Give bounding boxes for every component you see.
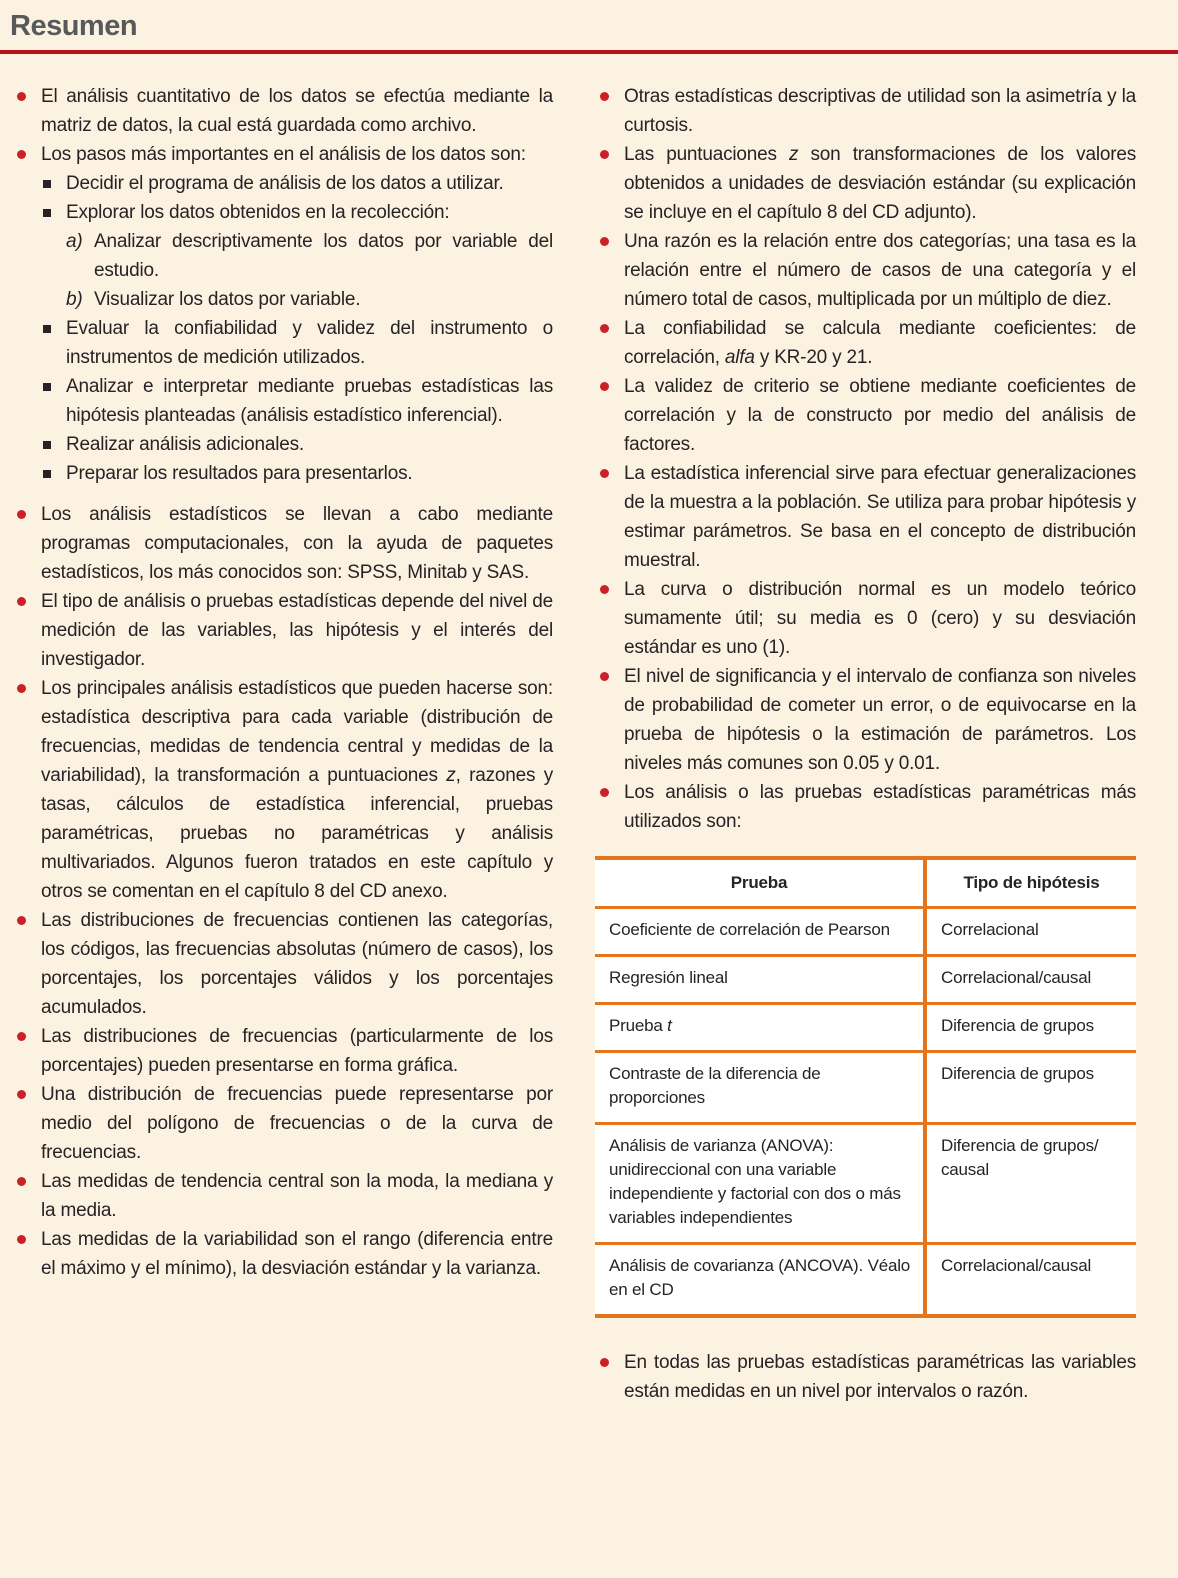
bullet-icon: [17, 150, 26, 159]
list-item: [12, 82, 553, 140]
list-item: [12, 1167, 553, 1225]
square-bullet-icon: [43, 441, 51, 449]
paragraph: Los pasos más importantes en el análisis de los datos son:: [41, 144, 526, 165]
bullet-icon: [17, 1090, 26, 1099]
table-row: [595, 1052, 1136, 1124]
paragraph: Una razón es la relación entre dos categorías; una tasa es la relación entre el número de casos de una categoría y el número total de casos, multiplicada por un múltiplo de diez.: [624, 231, 1136, 310]
paragraph: Explorar los datos obtenidos en la recolección:: [66, 202, 450, 223]
cell-prueba: Regresión lineal: [595, 956, 925, 1004]
bullet-icon: [600, 237, 609, 246]
square-bullet-icon: [43, 383, 51, 391]
cell-tipo: Diferencia de grupos: [925, 1052, 1136, 1124]
sub-list-item: [12, 430, 553, 459]
paragraph: Analizar descriptivamente los datos por variable del estudio.: [94, 231, 553, 281]
list-item: [595, 372, 1136, 459]
sub-list-item: [12, 459, 553, 488]
list-item: [595, 778, 1136, 836]
paragraph: Las medidas de la variabilidad son el rango (diferencia entre el máximo y el mínimo), la desviación estándar y la varianza.: [41, 1229, 553, 1279]
paragraph: La curva o distribución normal es un modelo teórico sumamente útil; su media es 0 (cero) y su desviación estándar es uno (1).: [624, 579, 1136, 658]
cell-tipo: Diferencia de grupos: [925, 1004, 1136, 1052]
paragraph: La validez de criterio se obtiene mediante coeficientes de correlación y la de constructo por medio del análisis de factores.: [624, 376, 1136, 455]
text-fragment: , razones y tasas, cálculos de estadística inferencial, pruebas paramétricas, pruebas no paramétricas y análisis multivariados. Algunos fueron tratados en este capítulo y otros se comentan en el capítulo 8 del CD anexo.: [41, 765, 553, 902]
paragraph: Otras estadísticas descriptivas de utilidad son la asimetría y la curtosis.: [624, 86, 1136, 136]
bullet-icon: [600, 324, 609, 333]
bullet-icon: [600, 788, 609, 797]
table-header-row: [595, 858, 1136, 908]
table-row: [595, 908, 1136, 956]
content-columns: [0, 54, 1178, 1406]
table-row: [595, 956, 1136, 1004]
text-fragment: y KR-20 y 21.: [754, 347, 873, 368]
paragraph: Preparar los resultados para presentarlos.: [66, 463, 413, 484]
cell-tipo: Correlacional/causal: [925, 1244, 1136, 1317]
paragraph: Una distribución de frecuencias puede representarse por medio del polígono de frecuencias o de la curva de frecuencias.: [41, 1084, 553, 1163]
table-row: [595, 1244, 1136, 1317]
square-bullet-icon: [43, 470, 51, 478]
table-header-tipo: Tipo de hipótesis: [925, 858, 1136, 908]
bullet-icon: [17, 1032, 26, 1041]
paragraph: Analizar e interpretar mediante pruebas estadísticas las hipótesis planteadas (análisis estadístico inferencial).: [66, 376, 553, 426]
paragraph: Los análisis o las pruebas estadísticas paramétricas más utilizados son:: [624, 782, 1136, 832]
bullet-icon: [17, 916, 26, 925]
text-fragment: Las puntuaciones: [624, 144, 790, 165]
paragraph: Evaluar la confiabilidad y validez del instrumento o instrumentos de medición utilizados.: [66, 318, 553, 368]
text-fragment: Prueba: [609, 1016, 668, 1035]
paragraph: En todas las pruebas estadísticas paramétricas las variables están medidas en un nivel por intervalos o razón.: [624, 1352, 1136, 1402]
cell-prueba: Análisis de varianza (ANOVA): unidireccional con una variable independiente y factorial con dos o más variables independientes: [595, 1124, 925, 1244]
bullet-icon: [17, 597, 26, 606]
right-column: [595, 82, 1136, 1406]
list-item: [595, 227, 1136, 314]
text-fragment: son transformaciones de los valores obtenidos a unidades de desviación estándar (su explicación se incluye en el capítulo 8 del CD adjunto).: [624, 144, 1137, 223]
paragraph: [624, 140, 1136, 227]
cell-tipo: Correlacional/causal: [925, 956, 1136, 1004]
paragraph: La estadística inferencial sirve para efectuar generalizaciones de la muestra a la población. Se utiliza para probar hipótesis y estimar parámetros. Se basa en el concepto de distribución muestral.: [624, 463, 1136, 571]
bullet-icon: [17, 1235, 26, 1244]
paragraph: [41, 674, 553, 906]
paragraph: Las distribuciones de frecuencias contienen las categorías, los códigos, las frecuencias absolutas (número de casos), los porcentajes, los porcentajes válidos y los porcentajes acumulados.: [41, 910, 553, 1018]
italic-text: z: [789, 144, 799, 165]
italic-text: t: [667, 1016, 672, 1035]
table-row: [595, 1004, 1136, 1052]
cell-tipo: Diferencia de grupos/ causal: [925, 1124, 1136, 1244]
bullet-icon: [600, 1358, 609, 1367]
paragraph: Realizar análisis adicionales.: [66, 434, 304, 455]
cell-prueba: Análisis de covarianza (ANCOVA). Véalo en el CD: [595, 1244, 925, 1317]
page-title: Resumen: [10, 10, 138, 42]
bullet-icon: [17, 92, 26, 101]
paragraph: Decidir el programa de análisis de los datos a utilizar.: [66, 173, 504, 194]
cell-tipo: Correlacional: [925, 908, 1136, 956]
paragraph: El nivel de significancia y el intervalo de confianza son niveles de probabilidad de cometer un error, o de equivocarse en la prueba de hipótesis o la estimación de parámetros. Los niveles más comunes son 0.05 y 0.01.: [624, 666, 1136, 774]
sub-list-item: [12, 314, 553, 372]
paragraph: Los análisis estadísticos se llevan a cabo mediante programas computacionales, con la ayuda de paquetes estadísticos, los más conocidos son: SPSS, Minitab y SAS.: [41, 504, 553, 583]
page: [0, 9, 1178, 1578]
paragraph: Las medidas de tendencia central son la moda, la mediana y la media.: [41, 1171, 553, 1221]
list-item: [12, 500, 553, 587]
italic-text: z: [446, 765, 456, 786]
cell-prueba: Coeficiente de correlación de Pearson: [595, 908, 925, 956]
letter-label: b): [66, 289, 83, 310]
list-item: [595, 140, 1136, 227]
sub-list-item: [12, 169, 553, 198]
paragraph: El tipo de análisis o pruebas estadísticas depende del nivel de medición de las variables, las hipótesis y el interés del investigador.: [41, 591, 553, 670]
text-fragment: Los principales análisis estadísticos que pueden hacerse son: estadística descriptiva para cada variable (distribución de frecuencias, medidas de tendencia central y medidas de la variabilidad), la transformación a puntuaciones: [41, 678, 553, 786]
bullet-icon: [600, 585, 609, 594]
list-item: [12, 1080, 553, 1167]
list-item: [595, 575, 1136, 662]
list-item: [595, 1348, 1136, 1406]
bullet-icon: [17, 510, 26, 519]
left-column: [12, 82, 553, 1406]
list-item: [595, 459, 1136, 575]
paragraph: Las distribuciones de frecuencias (particularmente de los porcentajes) pueden presentarse en forma gráfica.: [41, 1026, 553, 1076]
lettered-item: [12, 285, 553, 314]
bullet-icon: [600, 672, 609, 681]
square-bullet-icon: [43, 209, 51, 217]
list-item: [12, 587, 553, 674]
paragraph: El análisis cuantitativo de los datos se efectúa mediante la matriz de datos, la cual está guardada como archivo.: [41, 86, 553, 136]
list-item: [12, 906, 553, 1022]
cell-prueba: [595, 1004, 925, 1052]
paragraph: Visualizar los datos por variable.: [94, 289, 361, 310]
bullet-icon: [600, 382, 609, 391]
bullet-icon: [600, 469, 609, 478]
list-item: [12, 1022, 553, 1080]
list-item: [595, 314, 1136, 372]
bullet-icon: [17, 684, 26, 693]
sub-list-item: [12, 372, 553, 430]
italic-text: alfa: [724, 347, 755, 368]
bullet-icon: [600, 92, 609, 101]
bullet-icon: [600, 150, 609, 159]
table-row: [595, 1124, 1136, 1244]
text-fragment: La confiabilidad se calcula mediante coeficientes: de correlación,: [624, 318, 1136, 368]
letter-label: a): [66, 231, 83, 252]
list-item: [12, 140, 553, 169]
list-item: [12, 674, 553, 906]
bullet-icon: [17, 1177, 26, 1186]
sub-list-item: [12, 198, 553, 227]
table-header-prueba: Prueba: [595, 858, 925, 908]
list-item: [595, 662, 1136, 778]
paragraph: [624, 314, 1136, 372]
square-bullet-icon: [43, 180, 51, 188]
square-bullet-icon: [43, 325, 51, 333]
sub-list: [12, 169, 553, 488]
lettered-item: [12, 227, 553, 285]
tests-table: [595, 856, 1136, 1318]
list-item: [595, 82, 1136, 140]
list-item: [12, 1225, 553, 1283]
cell-prueba: Contraste de la diferencia de proporciones: [595, 1052, 925, 1124]
